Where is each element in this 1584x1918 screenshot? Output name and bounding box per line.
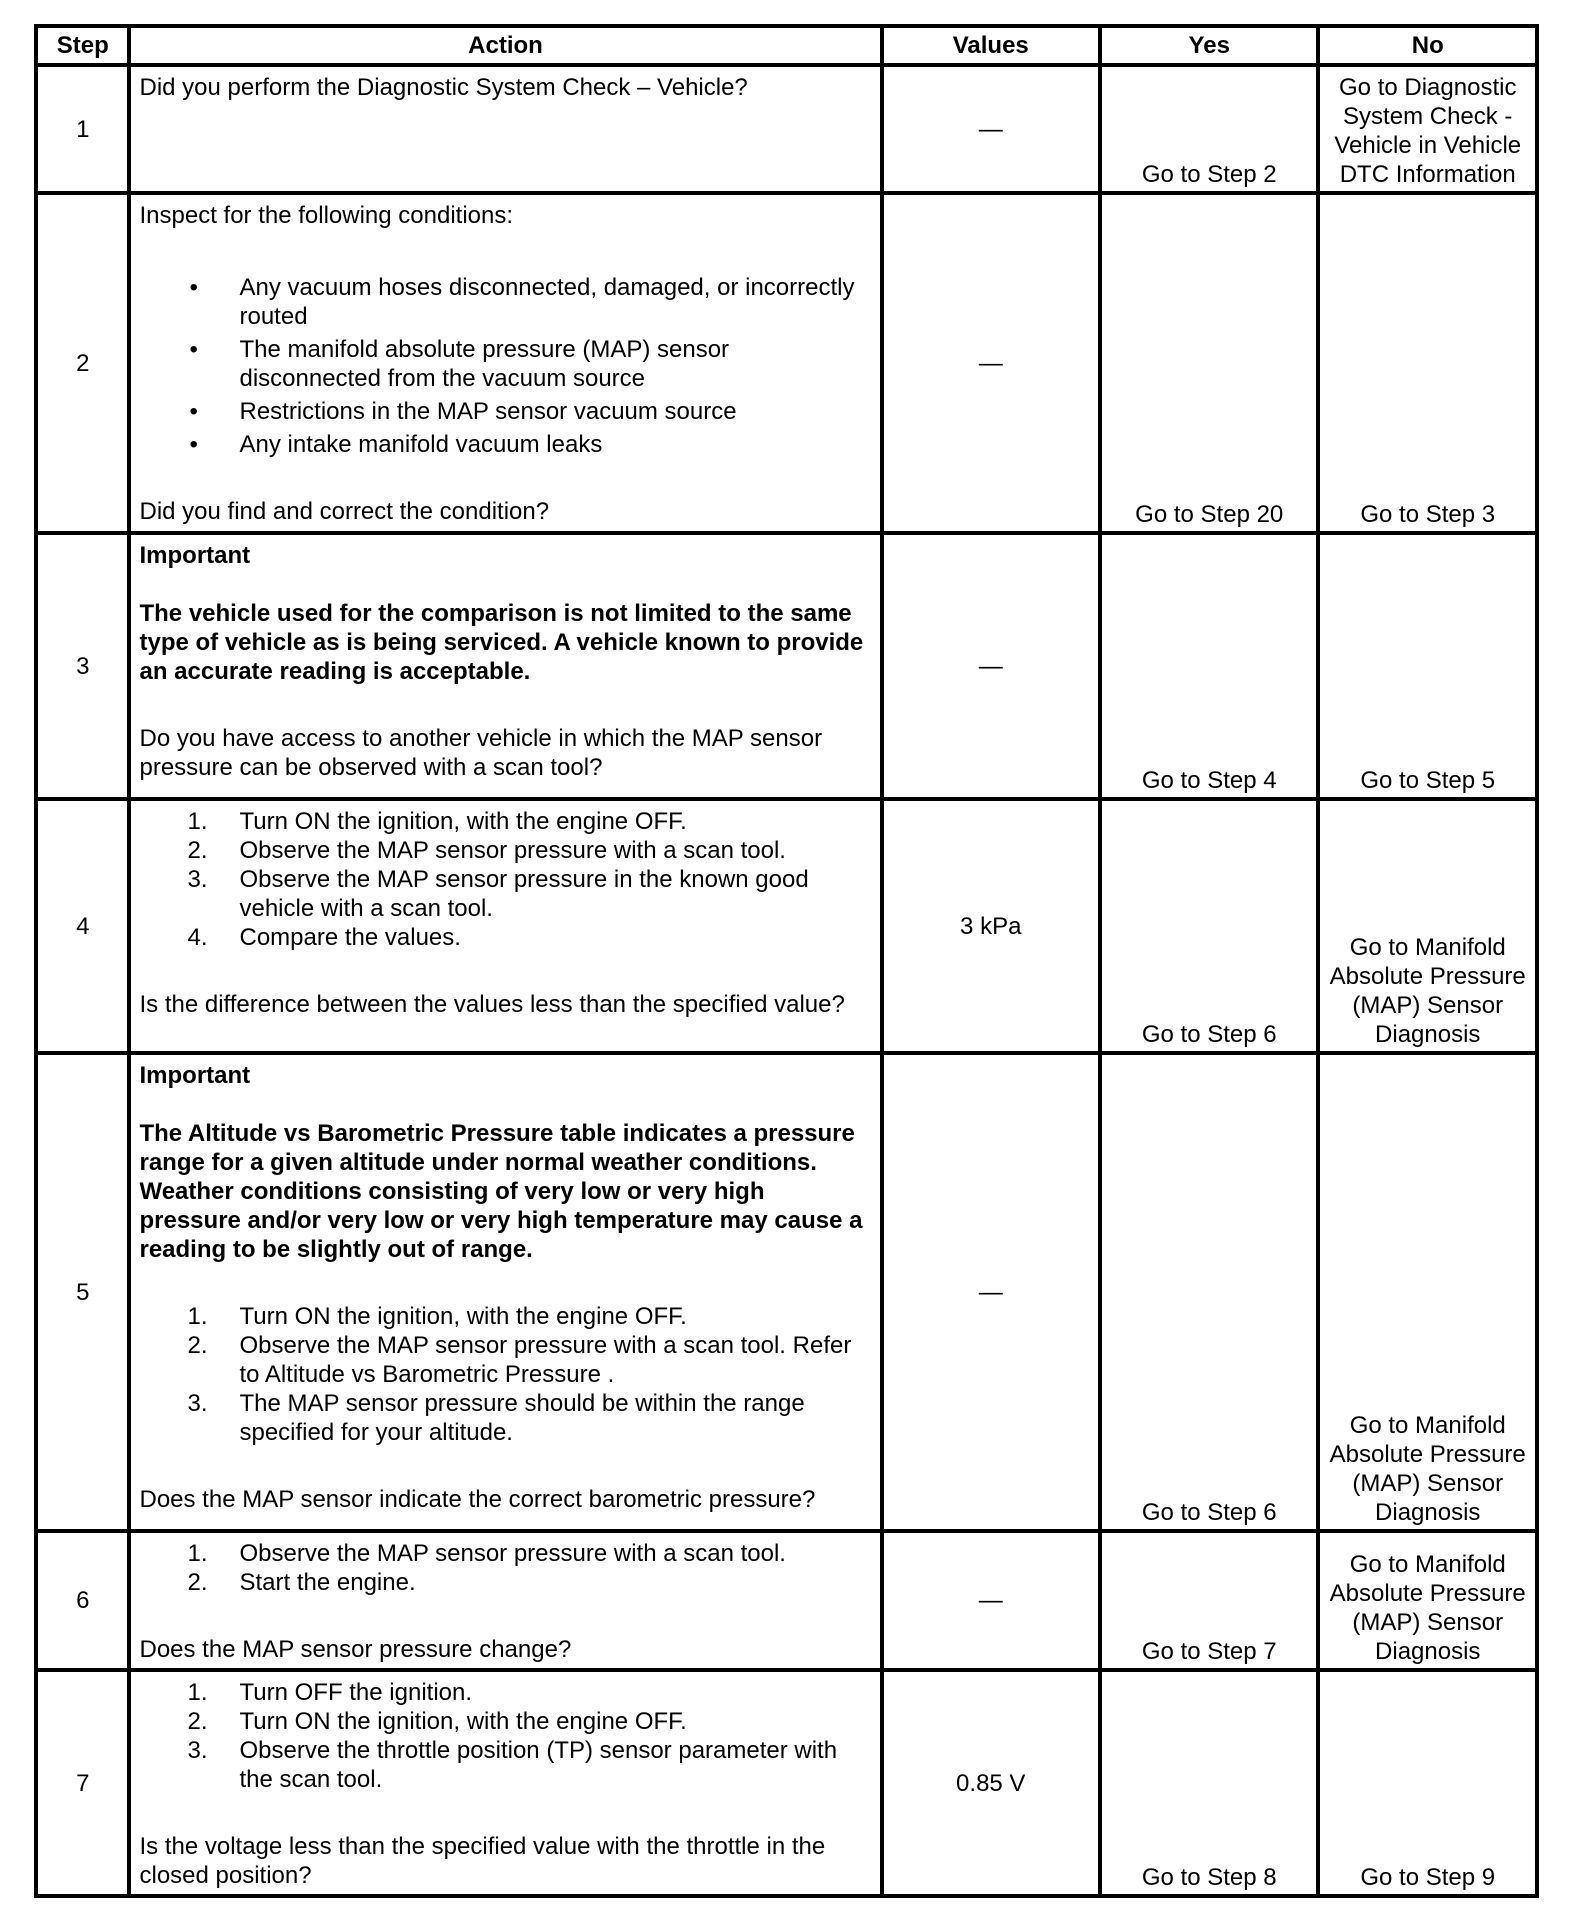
action-question: Did you perform the Diagnostic System Check – Vehicle?: [139, 74, 748, 101]
item-number: 3.: [187, 1737, 208, 1764]
action-question: Did you find and correct the condition?: [139, 498, 550, 525]
value-cell: —: [882, 1053, 1100, 1531]
step-number: 7: [36, 1670, 129, 1896]
list-item: [139, 1678, 871, 1707]
item-number: 3.: [187, 866, 208, 893]
value-cell: —: [882, 533, 1100, 799]
list-item: [139, 1331, 871, 1389]
no-link[interactable]: Go to Manifold Absolute Pressure (MAP) Sensor Diagnosis: [1318, 799, 1537, 1053]
action-question: Do you have access to another vehicle in which the MAP sensor pressure can be observed with a scan tool?: [139, 725, 823, 781]
item-number: 2.: [187, 1332, 208, 1359]
yes-link[interactable]: Go to Step 6: [1100, 1053, 1318, 1531]
yes-link[interactable]: Go to Step 2: [1100, 65, 1318, 193]
action-cell: [129, 65, 881, 193]
header-no: No: [1318, 26, 1537, 65]
list-item: • The manifold absolute pressure (MAP) sensor disconnected from the vacuum source: [139, 335, 871, 393]
list-item: [139, 836, 871, 865]
header-values: Values: [882, 26, 1100, 65]
action-cell: [129, 1053, 881, 1531]
value-cell: —: [882, 65, 1100, 193]
procedure-list: [139, 807, 871, 952]
action-question: Is the difference between the values less than the specified value?: [139, 991, 845, 1018]
list-item: [139, 1539, 871, 1568]
list-item: • Any intake manifold vacuum leaks: [139, 430, 871, 459]
header-step: Step: [36, 26, 129, 65]
item-text: Observe the throttle position (TP) sensor parameter with the scan tool.: [239, 1737, 838, 1793]
important-label: Important: [139, 542, 251, 569]
item-number: 3.: [187, 1390, 208, 1417]
item-number: 2.: [187, 1708, 208, 1735]
no-link[interactable]: Go to Step 9: [1318, 1670, 1537, 1896]
table-row: [36, 1531, 1537, 1670]
item-text: Observe the MAP sensor pressure with a scan tool. Refer to Altitude vs Barometric Pressure .: [239, 1332, 852, 1388]
header-action: Action: [129, 26, 881, 65]
step-number: 1: [36, 65, 129, 193]
item-text: Turn OFF the ignition.: [239, 1679, 473, 1706]
important-label: Important: [139, 1062, 251, 1089]
procedure-list: [139, 1539, 871, 1597]
value-cell: —: [882, 193, 1100, 533]
yes-link[interactable]: Go to Step 8: [1100, 1670, 1318, 1896]
item-text: The MAP sensor pressure should be within the range specified for your altitude.: [239, 1390, 805, 1446]
list-item: [139, 1568, 871, 1597]
yes-link[interactable]: Go to Step 7: [1100, 1531, 1318, 1670]
table-row: [36, 1053, 1537, 1531]
item-text: Turn ON the ignition, with the engine OFF.: [239, 1303, 687, 1330]
no-link[interactable]: Go to Step 5: [1318, 533, 1537, 799]
step-number: 6: [36, 1531, 129, 1670]
step-number: 5: [36, 1053, 129, 1531]
item-number: 1.: [187, 1679, 208, 1706]
no-link[interactable]: Go to Manifold Absolute Pressure (MAP) Sensor Diagnosis: [1318, 1053, 1537, 1531]
item-text: Turn ON the ignition, with the engine OFF.: [239, 1708, 687, 1735]
list-item: [139, 807, 871, 836]
list-item: • Any vacuum hoses disconnected, damaged, or incorrectly routed: [139, 273, 871, 331]
list-item: [139, 1389, 871, 1447]
no-link[interactable]: Go to Manifold Absolute Pressure (MAP) Sensor Diagnosis: [1318, 1531, 1537, 1670]
item-number: 4.: [187, 924, 208, 951]
item-number: 2.: [187, 837, 208, 864]
action-question: Does the MAP sensor pressure change?: [139, 1636, 572, 1663]
step-number: 3: [36, 533, 129, 799]
no-link[interactable]: Go to Step 3: [1318, 193, 1537, 533]
item-text: Observe the MAP sensor pressure in the known good vehicle with a scan tool.: [239, 866, 809, 922]
item-text: Observe the MAP sensor pressure with a scan tool.: [239, 837, 786, 864]
list-item: [139, 1707, 871, 1736]
header-yes: Yes: [1100, 26, 1318, 65]
item-text: Observe the MAP sensor pressure with a scan tool.: [239, 1540, 786, 1567]
list-item: [139, 923, 871, 952]
item-number: 2.: [187, 1569, 208, 1596]
table-row: [36, 65, 1537, 193]
list-item: [139, 865, 871, 923]
item-text: Compare the values.: [239, 924, 461, 951]
item-number: 1.: [187, 1540, 208, 1567]
item-number: 1.: [187, 808, 208, 835]
procedure-list: [139, 1678, 871, 1794]
item-number: 1.: [187, 1303, 208, 1330]
step-number: 2: [36, 193, 129, 533]
list-item: [139, 1302, 871, 1331]
table-row: [36, 799, 1537, 1053]
value-cell: 3 kPa: [882, 799, 1100, 1053]
condition-list: [139, 273, 871, 459]
action-cell: [129, 1670, 881, 1896]
yes-link[interactable]: Go to Step 6: [1100, 799, 1318, 1053]
table-row: [36, 533, 1537, 799]
list-item: [139, 1736, 871, 1794]
action-cell: [129, 799, 881, 1053]
table-row: [36, 1670, 1537, 1896]
action-cell: [129, 193, 881, 533]
no-link[interactable]: Go to Diagnostic System Check - Vehicle in Vehicle DTC Information: [1318, 65, 1537, 193]
table-row: [36, 193, 1537, 533]
item-text: Turn ON the ignition, with the engine OFF.: [239, 808, 687, 835]
action-question: Is the voltage less than the specified value with the throttle in the closed position?: [139, 1833, 826, 1889]
action-cell: [129, 1531, 881, 1670]
step-number: 4: [36, 799, 129, 1053]
diagnostic-table: [34, 24, 1539, 1898]
procedure-list: [139, 1302, 871, 1447]
yes-link[interactable]: Go to Step 20: [1100, 193, 1318, 533]
important-note: The vehicle used for the comparison is not limited to the same type of vehicle as is being serviced. A vehicle known to provide an accurate reading is acceptable.: [139, 600, 864, 685]
list-item: • Restrictions in the MAP sensor vacuum source: [139, 397, 871, 426]
value-cell: 0.85 V: [882, 1670, 1100, 1896]
item-text: Start the engine.: [239, 1569, 416, 1596]
value-cell: —: [882, 1531, 1100, 1670]
action-cell: [129, 533, 881, 799]
action-question: Does the MAP sensor indicate the correct barometric pressure?: [139, 1486, 816, 1513]
action-intro: Inspect for the following conditions:: [139, 202, 514, 229]
yes-link[interactable]: Go to Step 4: [1100, 533, 1318, 799]
important-note: The Altitude vs Barometric Pressure table indicates a pressure range for a given altitude under normal weather conditions. Weather conditions consisting of very low or very high pressure and/or very low or very high temperature may cause a reading to be slightly out of range.: [139, 1120, 863, 1263]
header-row: [36, 26, 1537, 65]
